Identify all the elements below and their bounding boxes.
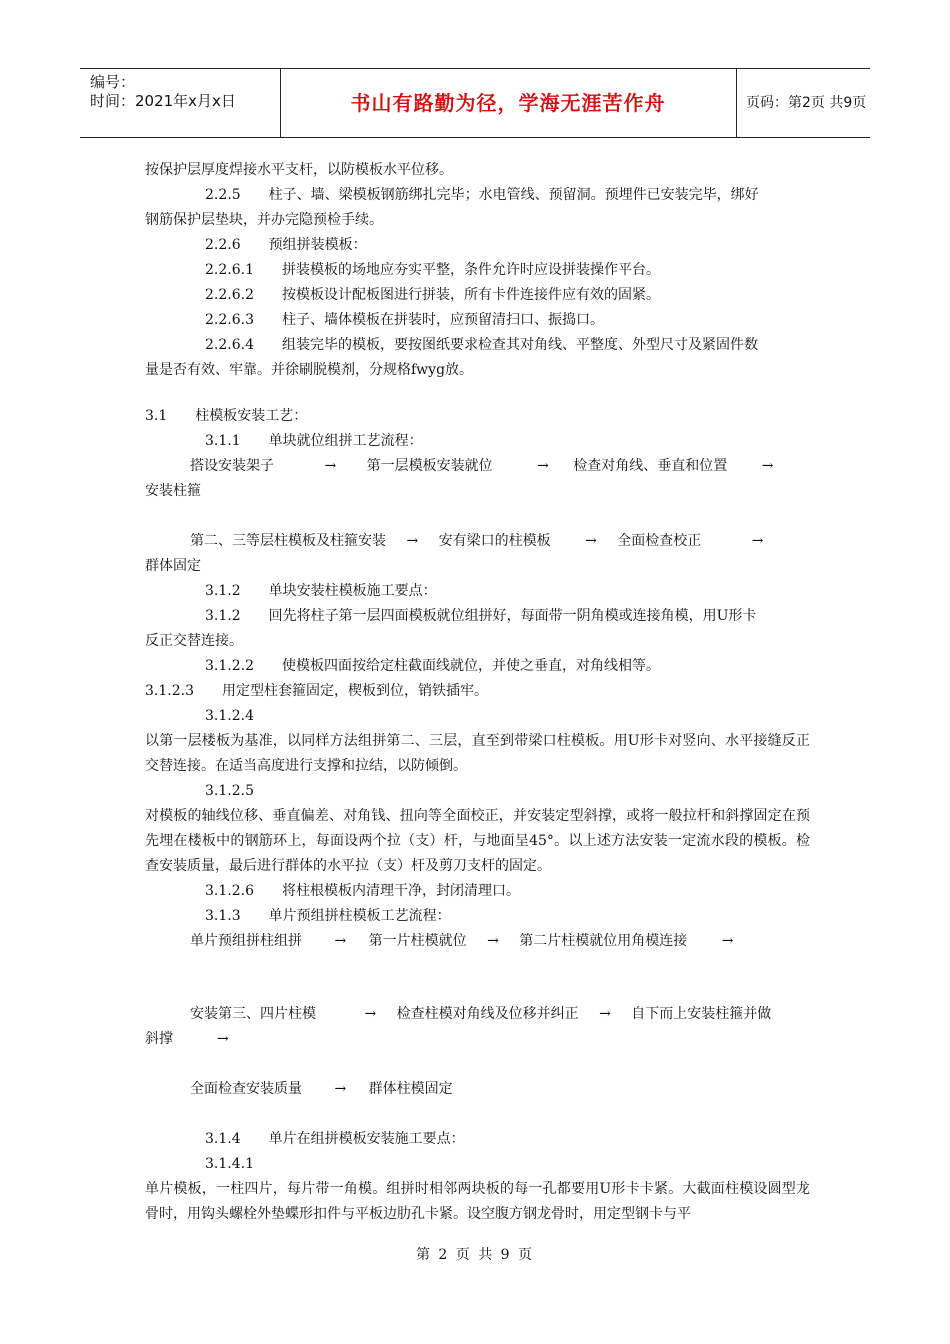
paragraph-2-2-6-1: 2.2.6.1 拼装模板的场地应夯实平整，条件允许时应设拼装操作平台。 — [205, 262, 660, 278]
flow-step: 检查柱模对角线及位移并纠正 — [396, 1006, 579, 1022]
arrow-icon: → — [406, 533, 419, 549]
arrow-icon: → — [721, 933, 734, 949]
flow-row-5 — [145, 1077, 810, 1102]
arrow-icon: → — [761, 458, 774, 474]
paragraph-3-1-4-1: 单片模板，一柱四片，每片带一角模。组拼时相邻两块板的每一孔都要用U形卡卡紧。大截面柱模设圆型龙骨时，用钩头螺栓外垫蝶形扣件与平板边肋孔卡紧。设空腹方钢龙骨时，用定型钢卡与平 — [145, 1181, 810, 1222]
header-meta — [80, 69, 281, 137]
paragraph-2-2-6-4 — [145, 333, 810, 358]
document-body — [145, 158, 810, 1227]
heading-3-1-2: 3.1.2 单块安装柱模板施工要点： — [205, 583, 437, 599]
flow-step: 搭设安装架子 — [190, 458, 274, 474]
flow-step: 群体柱模固定 — [368, 1081, 453, 1097]
section-number: 3.1.2 — [205, 608, 241, 624]
arrow-icon: → — [334, 933, 347, 949]
arrow-icon: → — [487, 933, 499, 949]
header-motto: 书山有路勤为径，学海无涯苦作舟 — [280, 69, 737, 137]
section-number-3-1-2-4: 3.1.2.4 — [205, 708, 254, 724]
arrow-icon: → — [585, 533, 597, 549]
arrow-icon: → — [751, 533, 764, 549]
paragraph-continuation: 钢筋保护层垫块，并办完隐预检手续。 — [145, 212, 383, 228]
arrow-icon: → — [364, 1006, 377, 1022]
paragraph: 按保护层厚度焊接水平支杆，以防模板水平位移。 — [145, 162, 453, 178]
flow-step: 单片预组拼柱组拼 — [190, 933, 302, 949]
paragraph-3-1-2-3: 3.1.2.3 用定型柱套箍固定，楔板到位，销铁插牢。 — [145, 683, 488, 699]
arrow-icon: → — [324, 458, 337, 474]
flow-row-4 — [145, 1002, 810, 1027]
paragraph-3-1-2-2: 3.1.2.2 使模板四面按给定柱截面线就位，并使之垂直，对角线相等。 — [205, 658, 660, 674]
flow-row-1 — [145, 454, 810, 479]
page-header — [80, 68, 870, 138]
paragraph-3-1-2 — [145, 604, 810, 629]
header-page-code: 页码：第2页 共9页 — [746, 95, 867, 111]
flow-step: 第一片柱模就位 — [368, 933, 467, 949]
paragraph-3-1-2-5: 对模板的轴线位移、垂直偏差、对角钱、扭向等全面校正，并安装定型斜撑，或将一般拉杆和斜撑固定在预先埋在楼板中的钢筋环上，每面设两个拉（支）杆，与地面呈45°。以上述方法安装一定流水段的模板。检查安装质量，最后进行群体的水平拉（支）杆及剪刀支杆的固定。 — [145, 808, 810, 874]
flow-step: 自下而上安装柱箍并做 — [631, 1006, 772, 1022]
paragraph-continuation: 反正交替连接。 — [145, 633, 243, 649]
paragraph-text: 回先将柱子第一层四面模板就位组拼好，每面带一阴角模或连接角模，用U形卡 — [268, 608, 757, 624]
arrow-icon: → — [537, 458, 549, 474]
paragraph-continuation: 量是否有效、牢靠。并徐刷脱模剂，分规格fwyg放。 — [145, 362, 474, 378]
paragraph-2-2-6-2: 2.2.6.2 按模板设计配板图进行拼装，所有卡件连接件应有效的固紧。 — [205, 287, 660, 303]
page-footer: 第 2 页 共 9 页 — [415, 1247, 535, 1263]
flow-step: 第二、三等层柱模板及柱箍安装 — [190, 533, 386, 549]
flow-continuation — [145, 1027, 810, 1052]
flow-step: 安装第三、四片柱模 — [190, 1006, 316, 1022]
paragraph-3-1-2-4: 以第一层楼板为基准，以同样方法组拼第二、三层，直至到带梁口柱模板。用U形卡对竖向、水平接缝反正交替连接。在适当高度进行支撑和拉结，以防倾倒。 — [145, 733, 810, 774]
flow-step: 第一层模板安装就位 — [366, 458, 493, 474]
flow-continuation: 群体固定 — [145, 558, 201, 574]
paragraph-text: 组装完毕的模板，要按图纸要求检查其对角线、平整度、外型尺寸及紧固件数 — [281, 337, 758, 353]
flow-step: 检查对角线、垂直和位置 — [573, 458, 728, 474]
heading-3-1-3: 3.1.3 单片预组拼柱模板工艺流程： — [205, 908, 451, 924]
flow-step: 第二片柱模就位用角模连接 — [519, 933, 688, 949]
section-number-3-1-4-1: 3.1.4.1 — [205, 1156, 254, 1172]
section-number: 2.2.6.4 — [205, 337, 254, 353]
heading-3-1-1: 3.1.1 单块就位组拼工艺流程： — [205, 433, 423, 449]
arrow-icon: → — [217, 1031, 229, 1047]
section-number-3-1-2-5: 3.1.2.5 — [205, 783, 254, 799]
doc-number-label: 编号： — [90, 73, 136, 91]
flow-step: 全面检查校正 — [617, 533, 702, 549]
paragraph-text: 柱子、墙、梁模板钢筋绑扎完毕；水电管线、预留洞。预埋件已安装完毕，绑好 — [268, 187, 759, 203]
flow-step: 全面检查安装质量 — [190, 1081, 302, 1097]
flow-row-3 — [145, 929, 810, 954]
paragraph-2-2-6: 2.2.6 预组拼装模板： — [205, 237, 367, 253]
heading-3-1-4: 3.1.4 单片在组拼模板安装施工要点： — [205, 1131, 465, 1147]
doc-date-label: 时间：2021年x月x日 — [90, 92, 236, 110]
paragraph-3-1-2-6: 3.1.2.6 将柱根模板内清理干净，封闭清理口。 — [205, 883, 520, 899]
arrow-icon: → — [599, 1006, 611, 1022]
paragraph-2-2-6-3: 2.2.6.3 柱子、墙体模板在拼装时，应预留清扫口、振捣口。 — [205, 312, 604, 328]
flow-continuation: 安装柱箍 — [145, 483, 201, 499]
flow-step: 安有梁口的柱模板 — [438, 533, 551, 549]
heading-3-1: 3.1 柱模板安装工艺： — [145, 408, 308, 424]
flow-step: 斜撑 — [145, 1031, 173, 1047]
section-number: 2.2.5 — [205, 187, 241, 203]
arrow-icon: → — [334, 1081, 347, 1097]
flow-row-2 — [145, 529, 810, 554]
paragraph-2-2-5 — [145, 183, 810, 208]
